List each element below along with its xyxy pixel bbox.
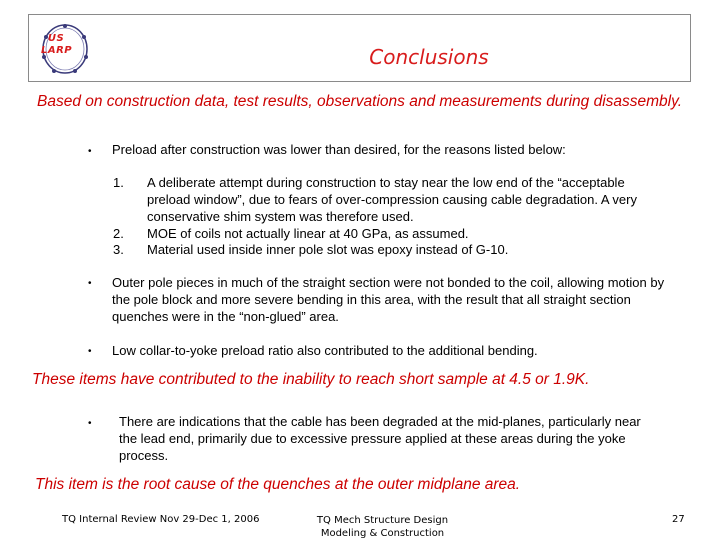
- conclusion-text-1: These items have contributed to the inability to reach short sample at 4.5 or 1.9K.: [32, 371, 590, 388]
- footer-left: TQ Internal Review Nov 29-Dec 1, 2006: [62, 514, 260, 525]
- subitem-text-1: A deliberate attempt during construction to stay near the low end of the “acceptable preload window”, due to fears of over-compression causing cable degradation. A very conservative shim system was therefore used.: [147, 175, 637, 224]
- bullet-marker-2: •: [88, 278, 92, 289]
- subitem-number-3: 3.: [113, 242, 124, 257]
- bullet-text-1: Preload after construction was lower than desired, for the reasons listed below:: [112, 142, 566, 157]
- bullet-text-4: There are indications that the cable has been degraded at the mid-planes, particularly near the lead end, primarily due to excessive pressure applied at these areas during the yoke process.: [119, 414, 641, 463]
- bullet-marker-4: •: [88, 418, 92, 429]
- logo-text-us: US: [47, 33, 65, 44]
- footer-center-line2: Modeling & Construction: [320, 528, 445, 539]
- bullet-text-2: Outer pole pieces in much of the straight section were not bonded to the coil, allowing motion by the pole block and more severe bending in this area, with the result that all straight section quenches were in the “non-glued” area.: [112, 275, 665, 324]
- logo-text-larp: LARP: [41, 45, 73, 56]
- conclusion-text-2: This item is the root cause of the quenches at the outer midplane area.: [35, 476, 521, 493]
- subitem-text-3: Material used inside inner pole slot was epoxy instead of G-10.: [147, 242, 509, 257]
- subitem-number-1: 1.: [113, 175, 124, 190]
- subitem-number-2: 2.: [113, 226, 124, 241]
- header-box: [28, 14, 691, 82]
- subitem-text-2: MOE of coils not actually linear at 40 GPa, as assumed.: [147, 226, 469, 241]
- footer-center-line1: TQ Mech Structure Design: [316, 515, 449, 526]
- bullet-marker-3: •: [88, 346, 92, 357]
- page-number: 27: [672, 514, 685, 525]
- footer-center: [300, 514, 465, 540]
- page-title: Conclusions: [369, 45, 489, 69]
- bullet-marker-1: •: [88, 146, 92, 157]
- intro-text: Based on construction data, test results, observations and measurements during disassembly.: [37, 93, 683, 110]
- bullet-text-3: Low collar-to-yoke preload ratio also contributed to the additional bending.: [112, 343, 538, 358]
